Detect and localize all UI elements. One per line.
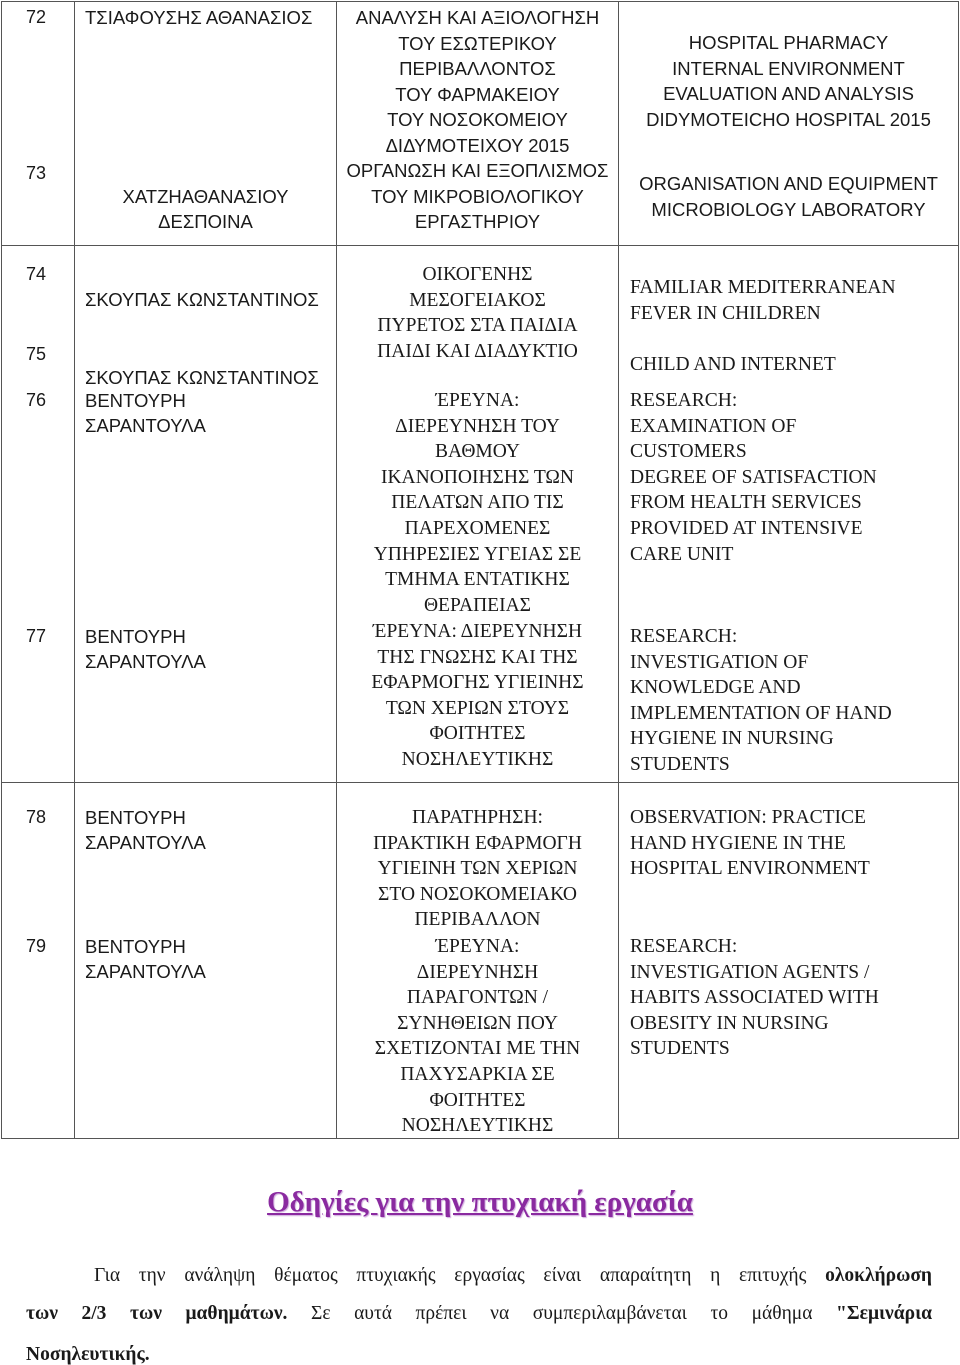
instructions-text: Για την ανάληψη θέματος πτυχιακής εργασίας είναι απαραίτητη η επιτυχής [94, 1265, 807, 1286]
table-row [2, 783, 959, 1139]
instructions-bold-text: ολοκλήρωση [825, 1265, 933, 1286]
thesis-number: 79 [26, 936, 47, 956]
section-heading: Οδηγίες για την πτυχιακή εργασία [267, 1186, 693, 1218]
instructions-bold-text: "Σεμινάρια [836, 1303, 932, 1324]
thesis-number: 75 [26, 344, 47, 364]
table-row [2, 2, 959, 246]
number-cell [2, 2, 75, 246]
thesis-number: 73 [26, 163, 47, 183]
thesis-number: 76 [26, 390, 47, 410]
english-title: OBSERVATION: PRACTICE HAND HYGIENE IN THE HOSPITAL ENVIRONMENT [630, 807, 870, 880]
english-title: HOSPITAL PHARMACY INTERNAL ENVIRONMENT EVALUATION AND ANALYSIS DIDYMOTEICHO HOSPITAL 2015 [646, 32, 931, 130]
thesis-number: 78 [26, 807, 47, 827]
instructions-line [26, 1345, 932, 1365]
instructions-bold-text: των 2/3 των μαθημάτων. [26, 1303, 288, 1324]
english-title: CHILD AND INTERNET [630, 354, 836, 375]
instructions-bold-text: Νοσηλευτικής. [26, 1344, 150, 1365]
greek-title: ΑΝΑΛΥΣΗ ΚΑΙ ΑΞΙΟΛΟΓΗΣΗ ΤΟΥ ΕΣΩΤΕΡΙΚΟΥ ΠΕΡΙΒΑΛΛΟΝΤΟΣ ΤΟΥ ΦΑΡΜΑΚΕΙΟΥ ΤΟΥ ΝΟΣΟΚΟΜΕΙΟΥ ΔΙΔΥΜΟΤΕΙΧΟΥ 2015 [355, 7, 600, 156]
greek-title: ΈΡΕΥΝΑ: ΔΙΕΡΕΥΝΗΣΗ ΤΟΥ ΒΑΘΜΟΥ ΙΚΑΝΟΠΟΙΗΣΗΣ ΤΩΝ ΠΕΛΑΤΩΝ ΑΠΟ ΤΙΣ ΠΑΡΕΧΟΜΕΝΕΣ ΥΠΗΡΕΣΙΕΣ ΥΓΕΙΑΣ ΣΕ ΤΜΗΜΑ ΕΝΤΑΤΙΚΗΣ ΘΕΡΑΠΕΙΑΣ [373, 390, 582, 616]
student-name-cell [75, 246, 337, 783]
theses-table [1, 1, 959, 1139]
english-title: RESEARCH: INVESTIGATION AGENTS / HABITS ASSOCIATED WITH OBESITY IN NURSING STUDENTS [630, 936, 879, 1060]
instructions-text: Σε αυτά πρέπει να συμπεριλαμβάνεται το μάθημα [310, 1303, 813, 1324]
english-title: ORGANISATION AND EQUIPMENT MICROBIOLOGY LABORATORY [639, 173, 938, 220]
thesis-number: 72 [26, 7, 47, 27]
greek-title-cell [337, 246, 619, 783]
student-name: ΤΣΙΑΦΟΥΣΗΣ ΑΘΑΝΑΣΙΟΣ [85, 7, 313, 28]
student-name: ΒΕΝΤΟΥΡΗ ΣΑΡΑΝΤΟΥΛΑ [85, 936, 206, 982]
instructions-line [26, 1266, 932, 1286]
english-title-cell [619, 246, 959, 783]
greek-title: ΠΑΙΔΙ ΚΑΙ ΔΙΑΔΥΚΤΙΟ [377, 341, 578, 362]
english-title: RESEARCH: INVESTIGATION OF KNOWLEDGE AND IMPLEMENTATION OF HAND HYGIENE IN NURSING STUDENTS [630, 626, 892, 775]
greek-title: ΈΡΕΥΝΑ: ΔΙΕΡΕΥΝΗΣΗ ΠΑΡΑΓΟΝΤΩΝ / ΣΥΝΗΘΕΙΩΝ ΠΟΥ ΣΧΕΤΙΖΟΝΤΑΙ ΜΕ ΤΗΝ ΠΑΧΥΣΑΡΚΙΑ ΣΕ ΦΟΙΤΗΤΕΣ ΝΟΣΗΛΕΥΤΙΚΗΣ [374, 936, 581, 1137]
number-cell [2, 246, 75, 783]
thesis-number: 74 [26, 264, 47, 284]
student-name-cell [75, 783, 337, 1139]
english-title: FAMILIAR MEDITERRANEAN FEVER IN CHILDREN [630, 277, 896, 324]
english-title: RESEARCH: EXAMINATION OF CUSTOMERS DEGREE OF SATISFACTION FROM HEALTH SERVICES PROVIDED AT INTENSIVE CARE UNIT [630, 390, 877, 565]
student-name: ΒΕΝΤΟΥΡΗ ΣΑΡΑΝΤΟΥΛΑ [85, 807, 206, 853]
student-name: ΒΕΝΤΟΥΡΗ ΣΑΡΑΝΤΟΥΛΑ [85, 390, 206, 436]
english-title-cell [619, 783, 959, 1139]
student-name: ΒΕΝΤΟΥΡΗ ΣΑΡΑΝΤΟΥΛΑ [85, 626, 206, 672]
student-name: ΣΚΟΥΠΑΣ ΚΩΝΣΤΑΝΤΙΝΟΣ [85, 367, 319, 388]
english-title-cell [619, 2, 959, 246]
student-name: ΣΚΟΥΠΑΣ ΚΩΝΣΤΑΝΤΙΝΟΣ [85, 289, 319, 310]
greek-title: ΟΡΓΑΝΩΣΗ ΚΑΙ ΕΞΟΠΛΙΣΜΟΣ ΤΟΥ ΜΙΚΡΟΒΙΟΛΟΓΙΚΟΥ ΕΡΓΑΣΤΗΡΙΟΥ [346, 160, 609, 232]
greek-title-cell [337, 783, 619, 1139]
student-name-cell [75, 2, 337, 246]
number-cell [2, 783, 75, 1139]
student-name: ΧΑΤΖΗΑΘΑΝΑΣΙΟΥ ΔΕΣΠΟΙΝΑ [122, 186, 289, 232]
greek-title: ΟΙΚΟΓΕΝΗΣ ΜΕΣΟΓΕΙΑΚΟΣ ΠΥΡΕΤΟΣ ΣΤΑ ΠΑΙΔΙΑ [377, 264, 578, 337]
greek-title-cell [337, 2, 619, 246]
table-row [2, 246, 959, 783]
thesis-number: 77 [26, 626, 47, 646]
instructions-line [26, 1304, 932, 1324]
greek-title: ΈΡΕΥΝΑ: ΔΙΕΡΕΥΝΗΣΗ ΤΗΣ ΓΝΩΣΗΣ ΚΑΙ ΤΗΣ ΕΦΑΡΜΟΓΗΣ ΥΓΙΕΙΝΗΣ ΤΩΝ ΧΕΡΙΩΝ ΣΤΟΥΣ ΦΟΙΤΗΤΕΣ ΝΟΣΗΛΕΥΤΙΚΗΣ [371, 621, 584, 770]
greek-title: ΠΑΡΑΤΗΡΗΣΗ: ΠΡΑΚΤΙΚΗ ΕΦΑΡΜΟΓΗ ΥΓΙΕΙΝΗ ΤΩΝ ΧΕΡΙΩΝ ΣΤΟ ΝΟΣΟΚΟΜΕΙΑΚΟ ΠΕΡΙΒΑΛΛΟΝ [373, 807, 582, 931]
